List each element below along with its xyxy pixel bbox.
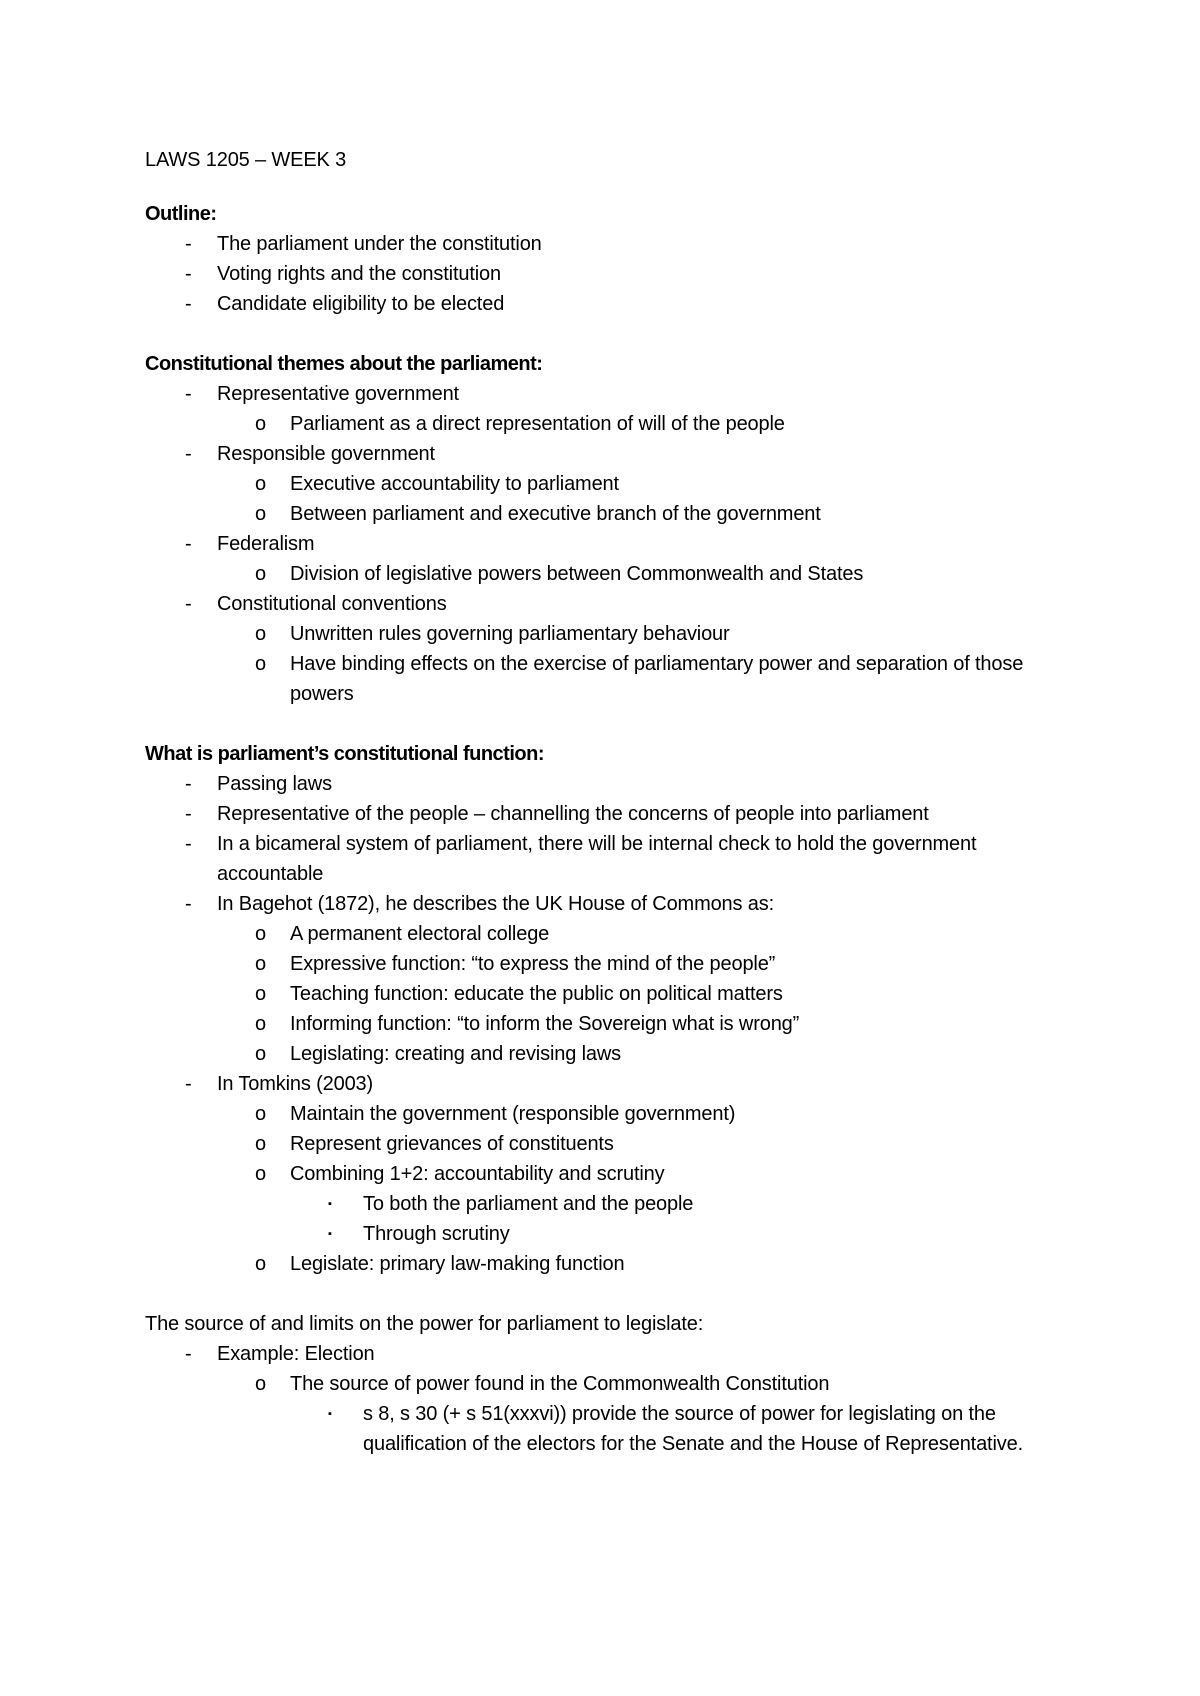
sub-list-item — [145, 1369, 1065, 1399]
list-item — [145, 589, 1065, 619]
source-heading: The source of and limits on the power for parliament to legislate: — [145, 1313, 704, 1335]
dash-bullet: - — [185, 293, 192, 315]
sub-list-item-text: Between parliament and executive branch of the government — [290, 503, 821, 525]
sub-list-item — [145, 619, 1065, 649]
list-item — [145, 1069, 1065, 1099]
list-item — [145, 529, 1065, 559]
circle-bullet: o — [255, 623, 266, 645]
circle-bullet: o — [255, 953, 266, 975]
list-item-text: Representative of the people – channelling the concerns of people into parliament — [217, 803, 929, 825]
dash-bullet: - — [185, 593, 192, 615]
sub-list-item — [145, 409, 1065, 439]
outline-section — [145, 199, 1065, 319]
list-item-text: Federalism — [217, 533, 315, 555]
circle-bullet: o — [255, 653, 266, 675]
list-item-text: In Tomkins (2003) — [217, 1073, 374, 1095]
list-item-text: Candidate eligibility to be elected — [217, 293, 505, 315]
list-item-text: The parliament under the constitution — [217, 233, 542, 255]
sub-list-item — [145, 1129, 1065, 1159]
circle-bullet: o — [255, 1133, 266, 1155]
list-item — [145, 229, 1065, 259]
circle-bullet: o — [255, 1103, 266, 1125]
sub-list-item-text: Have binding effects on the exercise of parliamentary power and separation of those powers — [290, 653, 1024, 705]
sub-sub-list-item-text: Through scrutiny — [363, 1223, 510, 1245]
sub-list-item-text: Legislating: creating and revising laws — [290, 1043, 622, 1065]
sub-list-item — [145, 949, 1065, 979]
sub-sub-list-item-text: s 8, s 30 (+ s 51(xxxvi)) provide the source of power for legislating on the qualification of the electors for the Senate and the House of Representative. — [363, 1403, 1023, 1455]
list-item — [145, 799, 1065, 829]
square-bullet: ▪ — [328, 1198, 332, 1210]
sub-list-item — [145, 469, 1065, 499]
circle-bullet: o — [255, 983, 266, 1005]
sub-list-item-text: Informing function: “to inform the Sovereign what is wrong” — [290, 1013, 800, 1035]
sub-list-item — [145, 1039, 1065, 1069]
sub-list-item-text: Combining 1+2: accountability and scrutiny — [290, 1163, 665, 1185]
circle-bullet: o — [255, 1253, 266, 1275]
outline-heading: Outline: — [145, 203, 217, 225]
dash-bullet: - — [185, 893, 192, 915]
list-item — [145, 259, 1065, 289]
sub-list-item — [145, 559, 1065, 589]
dash-bullet: - — [185, 263, 192, 285]
sub-list-item — [145, 499, 1065, 529]
dash-bullet: - — [185, 1343, 192, 1365]
square-bullet: ▪ — [328, 1228, 332, 1240]
circle-bullet: o — [255, 1013, 266, 1035]
sub-list-item-text: Expressive function: “to express the mind of the people” — [290, 953, 776, 975]
dash-bullet: - — [185, 1073, 192, 1095]
list-item-text: Responsible government — [217, 443, 435, 465]
list-item-text: Example: Election — [217, 1343, 375, 1365]
sub-sub-list-item — [145, 1399, 1065, 1459]
list-item — [145, 889, 1065, 919]
sub-list-item — [145, 1159, 1065, 1189]
dash-bullet: - — [185, 833, 192, 855]
dash-bullet: - — [185, 443, 192, 465]
list-item — [145, 289, 1065, 319]
sub-list-item — [145, 1099, 1065, 1129]
sub-list-item-text: Executive accountability to parliament — [290, 473, 619, 495]
sub-list-item-text: Maintain the government (responsible government) — [290, 1103, 736, 1125]
sub-sub-list-item-text: To both the parliament and the people — [363, 1193, 694, 1215]
sub-list-item-text: Unwritten rules governing parliamentary behaviour — [290, 623, 730, 645]
list-item — [145, 439, 1065, 469]
sub-list-item-text: The source of power found in the Commonwealth Constitution — [290, 1373, 830, 1395]
sub-list-item-text: Parliament as a direct representation of will of the people — [290, 413, 785, 435]
document-body — [145, 145, 1065, 1489]
list-item — [145, 1339, 1065, 1369]
sub-list-item-text: Represent grievances of constituents — [290, 1133, 614, 1155]
sub-list-item — [145, 1249, 1065, 1279]
function-section — [145, 739, 1065, 1279]
circle-bullet: o — [255, 413, 266, 435]
circle-bullet: o — [255, 1043, 266, 1065]
sub-sub-list-item — [145, 1189, 1065, 1219]
source-section — [145, 1309, 1065, 1459]
circle-bullet: o — [255, 563, 266, 585]
document-title: LAWS 1205 – WEEK 3 — [145, 149, 347, 171]
list-item-text: Constitutional conventions — [217, 593, 447, 615]
list-item-text: In Bagehot (1872), he describes the UK House of Commons as: — [217, 893, 775, 915]
dash-bullet: - — [185, 233, 192, 255]
list-item — [145, 769, 1065, 799]
function-heading: What is parliament’s constitutional function: — [145, 743, 544, 765]
sub-list-item-text: Legislate: primary law-making function — [290, 1253, 625, 1275]
themes-heading: Constitutional themes about the parliament: — [145, 353, 543, 375]
sub-sub-list-item — [145, 1219, 1065, 1249]
sub-list-item-text: A permanent electoral college — [290, 923, 550, 945]
dash-bullet: - — [185, 533, 192, 555]
dash-bullet: - — [185, 773, 192, 795]
dash-bullet: - — [185, 803, 192, 825]
list-item-text: Voting rights and the constitution — [217, 263, 501, 285]
sub-list-item — [145, 919, 1065, 949]
circle-bullet: o — [255, 473, 266, 495]
sub-list-item-text: Teaching function: educate the public on political matters — [290, 983, 783, 1005]
list-item — [145, 829, 1065, 889]
sub-list-item — [145, 649, 1065, 709]
circle-bullet: o — [255, 1163, 266, 1185]
square-bullet: ▪ — [328, 1408, 332, 1420]
sub-list-item — [145, 1009, 1065, 1039]
list-item-text: Passing laws — [217, 773, 332, 795]
dash-bullet: - — [185, 383, 192, 405]
list-item-text: Representative government — [217, 383, 459, 405]
circle-bullet: o — [255, 503, 266, 525]
circle-bullet: o — [255, 923, 266, 945]
themes-section — [145, 349, 1065, 709]
list-item — [145, 379, 1065, 409]
sub-list-item-text: Division of legislative powers between Commonwealth and States — [290, 563, 864, 585]
circle-bullet: o — [255, 1373, 266, 1395]
sub-list-item — [145, 979, 1065, 1009]
list-item-text: In a bicameral system of parliament, there will be internal check to hold the government accountable — [217, 833, 977, 885]
